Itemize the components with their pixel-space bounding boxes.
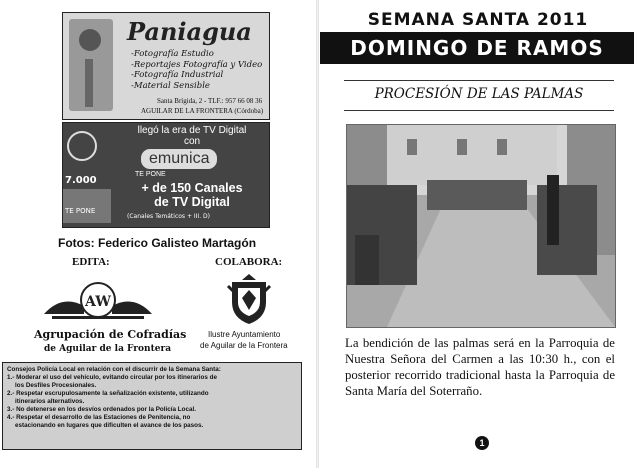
police-advice-box — [2, 362, 302, 450]
cofradias-emblem-icon — [42, 276, 154, 326]
studio-brand: Paniagua — [127, 17, 252, 46]
tv-headline — [119, 125, 265, 147]
studio-address: Santa Brígida, 2 - TLF.: 957 66 08 36 — [157, 97, 263, 105]
tv-tagline: TE PONE — [135, 171, 166, 178]
ayuntamiento-name-2: de Aguilar de la Frontera — [200, 341, 288, 350]
photo-credits: Fotos: Federico Galisteo Martagón — [58, 236, 257, 250]
emunica-brand: emunica — [141, 149, 217, 169]
tv-channels-1: + de 150 Canales — [141, 181, 243, 195]
semana-santa-header: SEMANA SANTA 2011 — [367, 10, 589, 30]
rule-bottom — [344, 110, 614, 111]
studio-services — [131, 49, 262, 91]
advice-item: 4.- Respetar el desarrollo de las Estaciones de Penitencia, no — [7, 414, 191, 421]
page-number: 1 — [475, 436, 489, 450]
cofradias-name-2: de Aguilar de la Frontera — [44, 344, 172, 354]
tv-channels-2: de TV Digital — [154, 195, 230, 209]
ayuntamiento-shield-icon — [226, 272, 272, 326]
svg-text:AW: AW — [85, 294, 111, 310]
tv-note: (Canales Temáticos + III. D) — [127, 213, 210, 220]
advice-item: 2.- Respetar escrupulosamente la señalización existente, utilizando — [7, 390, 209, 397]
domingo-ramos-banner: DOMINGO DE RAMOS — [320, 32, 634, 64]
advice-item-cont: estacionando en lugares que dificulten el avance de los pasos. — [15, 422, 204, 429]
advice-item: 1.- Moderar el uso del vehículo, evitando circular por los itinerarios de — [7, 374, 217, 381]
ad-side-band — [63, 189, 111, 223]
photo-studio-ad — [62, 12, 270, 120]
service-item: -Fotografía Estudio — [131, 49, 214, 59]
ad-side-number: 7.000 — [65, 175, 97, 186]
procession-photo — [346, 124, 616, 328]
service-item: -Fotografía Industrial — [131, 70, 224, 80]
colabora-label: COLABORA: — [215, 256, 283, 268]
section-title: PROCESIÓN DE LAS PALMAS — [374, 86, 584, 102]
advice-item-cont: los Desfiles Procesionales. — [15, 382, 97, 389]
advice-item: 3.- No detenerse en los desvíos ordenados por la Policía Local. — [7, 406, 196, 413]
tv-digital-ad — [62, 122, 270, 228]
edita-label: EDITA: — [72, 256, 110, 268]
emunica-logo-icon — [67, 131, 97, 161]
ad-side-label: TE PONE — [65, 207, 96, 215]
advice-item-cont: itinerarios alternativos. — [15, 398, 85, 405]
cofradias-name-1: Agrupación de Cofradías — [34, 328, 187, 341]
page-fold — [316, 0, 319, 468]
advice-intro: Consejos Policía Local en relación con el discurrir de la Semana Santa: — [7, 366, 221, 373]
tv-headline-2: con — [183, 136, 201, 147]
camera-image — [69, 19, 113, 111]
procession-text: La bendición de las palmas será en la Parroquia de Nuestra Señora del Carmen a las 10:30 h., con el posterior recorrido tradicional hasta la Parroquia de Santa María del Soterraño. — [345, 336, 615, 398]
studio-city: AGUILAR DE LA FRONTERA (Córdoba) — [141, 107, 264, 115]
tv-headline-1: llegó la era de TV Digital — [137, 125, 247, 136]
ayuntamiento-name-1: Ilustre Ayuntamiento — [208, 330, 281, 339]
service-item: -Material Sensible — [131, 80, 210, 91]
rule-top — [344, 80, 614, 81]
service-item: -Reportajes Fotografía y Video — [131, 59, 263, 70]
tv-channels — [119, 181, 265, 209]
